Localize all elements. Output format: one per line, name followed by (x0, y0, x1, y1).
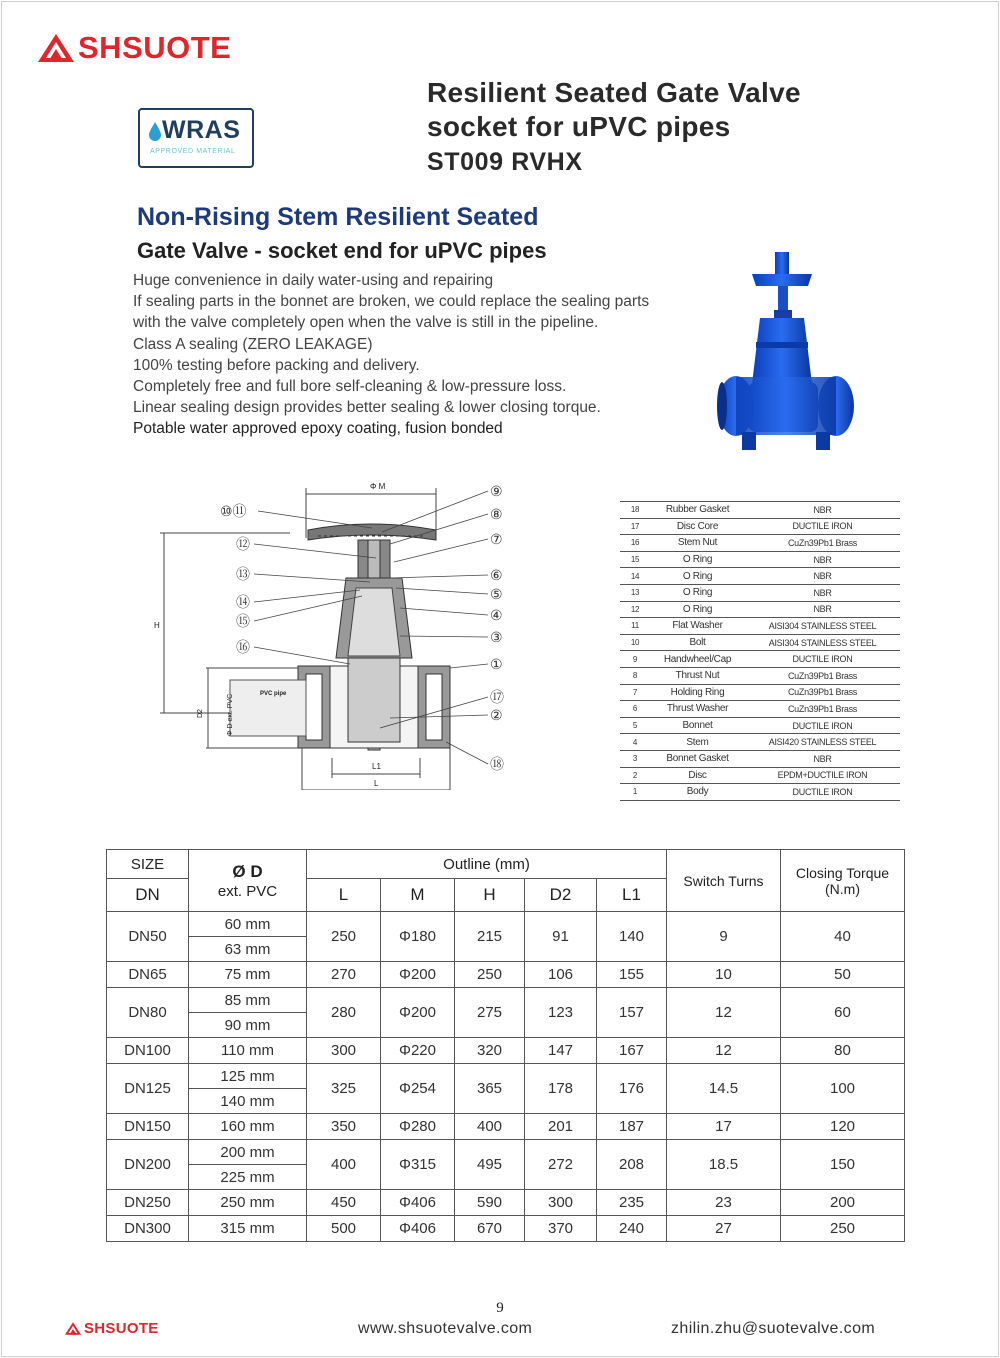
cell-l1: 176 (597, 1064, 667, 1114)
cell-h: 590 (455, 1190, 525, 1216)
header-switch-turns: Switch Turns (667, 850, 781, 912)
cell-dn: DN250 (107, 1190, 189, 1216)
parts-cell-material: EPDM+DUCTILE IRON (745, 767, 900, 784)
cell-turns: 12 (667, 1038, 781, 1064)
parts-row (620, 634, 900, 651)
cell-m: Φ220 (381, 1038, 455, 1064)
cell-torque: 250 (781, 1216, 905, 1242)
parts-cell-name: Handwheel/Cap (650, 651, 745, 668)
parts-cell-name: O Ring (650, 584, 745, 601)
wras-sub-label: APPROVED MATERIAL (150, 148, 236, 155)
parts-cell-name: Bonnet Gasket (650, 750, 745, 767)
header-l1: L1 (597, 879, 667, 912)
cell-dn: DN150 (107, 1114, 189, 1140)
cell-l: 450 (307, 1190, 381, 1216)
model-number: ST009 RVHX (427, 148, 583, 176)
cell-od: 140 mm (189, 1089, 307, 1114)
cell-turns: 23 (667, 1190, 781, 1216)
cell-turns: 12 (667, 988, 781, 1038)
callout: ⑱ (490, 756, 504, 772)
header-od-symbol: Ø D (232, 861, 263, 881)
callout: ⑬ (236, 566, 250, 582)
parts-cell-name: O Ring (650, 551, 745, 568)
parts-row (620, 568, 900, 585)
parts-cell-material: CuZn39Pb1 Brass (745, 667, 900, 684)
cell-l1: 140 (597, 912, 667, 962)
parts-cell-material: AISI420 STAINLESS STEEL (745, 734, 900, 751)
cell-l1: 157 (597, 988, 667, 1038)
cell-turns: 18.5 (667, 1140, 781, 1190)
cell-h: 250 (455, 962, 525, 988)
parts-row (620, 767, 900, 784)
cell-h: 400 (455, 1114, 525, 1140)
section-subheading: Gate Valve - socket end for uPVC pipes (137, 238, 547, 263)
parts-row (620, 551, 900, 568)
page-title-line2: socket for uPVC pipes (427, 111, 731, 142)
parts-cell-material: NBR (745, 551, 900, 568)
cell-torque: 120 (781, 1114, 905, 1140)
callout: ⑩⑪ (220, 503, 247, 519)
dim-d2: D2 (197, 709, 204, 718)
page-number: 9 (496, 1300, 504, 1316)
cell-torque: 150 (781, 1140, 905, 1190)
feature-item: Completely free and full bore self-cleaning & low-pressure loss. (133, 378, 567, 396)
parts-cell-name: Stem Nut (650, 535, 745, 552)
feature-item: Huge convenience in daily water-using and repairing (133, 272, 494, 289)
cell-d2: 91 (525, 912, 597, 962)
wras-label: WRAS (162, 116, 241, 144)
callout: ⑥ (490, 567, 503, 583)
cell-d2: 123 (525, 988, 597, 1038)
table-row (107, 1064, 905, 1089)
brand-mark-icon (36, 32, 76, 64)
cell-l: 250 (307, 912, 381, 962)
cell-torque: 50 (781, 962, 905, 988)
water-drop-icon (148, 121, 162, 141)
cell-torque: 80 (781, 1038, 905, 1064)
cell-d2: 147 (525, 1038, 597, 1064)
feature-item: Class A sealing (ZERO LEAKAGE) (133, 335, 373, 353)
header-d2: D2 (525, 879, 597, 912)
parts-cell-no: 14 (620, 568, 650, 585)
parts-cell-material: CuZn39Pb1 Brass (745, 701, 900, 718)
cell-l: 350 (307, 1114, 381, 1140)
parts-cell-name: Rubber Gasket (650, 502, 745, 519)
callout: ⑧ (490, 506, 503, 522)
feature-item: 100% testing before packing and delivery. (133, 356, 420, 374)
cell-dn: DN125 (107, 1064, 189, 1114)
cell-m: Φ315 (381, 1140, 455, 1190)
feature-item: Potable water approved epoxy coating, fusion bonded (133, 420, 503, 438)
table-row (107, 1140, 905, 1165)
parts-cell-no: 11 (620, 618, 650, 635)
callout: ① (490, 656, 503, 672)
parts-row (620, 784, 900, 801)
parts-cell-material: AISI304 STAINLESS STEEL (745, 618, 900, 635)
cell-dn: DN100 (107, 1038, 189, 1064)
wras-badge (138, 108, 254, 168)
cell-torque: 100 (781, 1064, 905, 1114)
cell-d2: 106 (525, 962, 597, 988)
table-row (107, 1038, 905, 1064)
cell-od: 250 mm (189, 1190, 307, 1216)
header-od (189, 850, 307, 912)
cell-l: 325 (307, 1064, 381, 1114)
parts-cell-material: DUCTILE IRON (745, 651, 900, 668)
callout: ⑯ (236, 639, 250, 655)
parts-row (620, 684, 900, 701)
brand-logo (36, 30, 231, 66)
cell-m: Φ200 (381, 988, 455, 1038)
callout: ⑫ (236, 536, 250, 552)
parts-row (620, 601, 900, 618)
parts-cell-no: 18 (620, 502, 650, 519)
table-row (107, 962, 905, 988)
cell-m: Φ406 (381, 1216, 455, 1242)
header-ext-pvc: ext. PVC (217, 882, 278, 900)
callout: ⑤ (490, 586, 503, 602)
cell-h: 320 (455, 1038, 525, 1064)
cell-h: 215 (455, 912, 525, 962)
cell-od: 225 mm (189, 1165, 307, 1190)
parts-cell-name: Stem (650, 734, 745, 751)
parts-cell-no: 5 (620, 717, 650, 734)
parts-cell-no: 8 (620, 667, 650, 684)
header-m: M (381, 879, 455, 912)
parts-cell-no: 1 (620, 784, 650, 801)
cell-turns: 14.5 (667, 1064, 781, 1114)
cell-m: Φ406 (381, 1190, 455, 1216)
dim-h: H (154, 621, 160, 630)
page-title: Resilient Seated Gate Valve (427, 77, 801, 108)
header-l: L (307, 879, 381, 912)
cell-l1: 235 (597, 1190, 667, 1216)
cell-h: 670 (455, 1216, 525, 1242)
feature-list (133, 270, 649, 440)
parts-cell-material: CuZn39Pb1 Brass (745, 684, 900, 701)
cell-od: 160 mm (189, 1114, 307, 1140)
cell-h: 495 (455, 1140, 525, 1190)
cell-d2: 370 (525, 1216, 597, 1242)
parts-cell-no: 2 (620, 767, 650, 784)
header-dn: DN (107, 879, 189, 912)
cell-od: 315 mm (189, 1216, 307, 1242)
parts-cell-material: NBR (745, 750, 900, 767)
callout: ③ (490, 629, 503, 645)
parts-row (620, 618, 900, 635)
cell-l1: 208 (597, 1140, 667, 1190)
cell-m: Φ200 (381, 962, 455, 988)
parts-row (620, 535, 900, 552)
parts-cell-material: DUCTILE IRON (745, 717, 900, 734)
parts-cell-name: Flat Washer (650, 618, 745, 635)
feature-item: If sealing parts in the bonnet are broken, we could replace the sealing parts (133, 293, 650, 311)
cell-l1: 187 (597, 1114, 667, 1140)
cell-h: 365 (455, 1064, 525, 1114)
table-row (107, 1216, 905, 1242)
callout: ④ (490, 607, 503, 623)
feature-item: with the valve completely open when the valve is still in the pipeline. (133, 314, 599, 332)
cell-od: 63 mm (189, 937, 307, 962)
brand-name: SHSUOTE (78, 30, 232, 65)
cell-dn: DN80 (107, 988, 189, 1038)
cell-torque: 40 (781, 912, 905, 962)
parts-row (620, 750, 900, 767)
callout: ⑦ (490, 531, 503, 547)
parts-row (620, 667, 900, 684)
header-closing-torque: Closing Torque (N.m) (781, 850, 905, 912)
parts-cell-no: 15 (620, 551, 650, 568)
dim-phi-m: Φ M (370, 482, 386, 491)
section-heading: Non-Rising Stem Resilient Seated (137, 203, 539, 231)
parts-cell-name: Thrust Washer (650, 701, 745, 718)
parts-cell-name: Bolt (650, 634, 745, 651)
dim-l: L (374, 779, 379, 788)
footer-website-link[interactable]: www.shsuotevalve.com (358, 1320, 533, 1337)
cell-od: 90 mm (189, 1013, 307, 1038)
dim-l1: L1 (372, 762, 381, 771)
cell-l: 400 (307, 1140, 381, 1190)
cell-l1: 167 (597, 1038, 667, 1064)
parts-cell-no: 12 (620, 601, 650, 618)
cell-dn: DN65 (107, 962, 189, 988)
table-row (107, 912, 905, 937)
cell-d2: 201 (525, 1114, 597, 1140)
cell-l: 300 (307, 1038, 381, 1064)
parts-row (620, 734, 900, 751)
parts-cell-name: Bonnet (650, 717, 745, 734)
cell-l: 280 (307, 988, 381, 1038)
footer-email-link[interactable]: zhilin.zhu@suotevalve.com (671, 1320, 876, 1337)
dim-ext-pvc: Φ D ext. PVC (227, 693, 234, 736)
feature-item: Linear sealing design provides better sealing & lower closing torque. (133, 399, 601, 417)
table-row (107, 1190, 905, 1216)
parts-cell-material: NBR (745, 502, 900, 519)
parts-cell-no: 4 (620, 734, 650, 751)
cell-d2: 300 (525, 1190, 597, 1216)
table-row (107, 1114, 905, 1140)
cell-od: 200 mm (189, 1140, 307, 1165)
pvc-pipe-label: PVC pipe (260, 691, 287, 697)
dimensions-table (106, 849, 905, 1242)
cell-m: Φ180 (381, 912, 455, 962)
parts-cell-no: 9 (620, 651, 650, 668)
valve-product-image (712, 244, 862, 459)
parts-cell-no: 16 (620, 535, 650, 552)
callout: ⑨ (490, 483, 503, 499)
cell-dn: DN300 (107, 1216, 189, 1242)
cell-l: 500 (307, 1216, 381, 1242)
cell-od: 60 mm (189, 912, 307, 937)
valve-section-drawing (150, 478, 520, 790)
cell-od: 110 mm (189, 1038, 307, 1064)
cell-d2: 272 (525, 1140, 597, 1190)
parts-cell-material: NBR (745, 568, 900, 585)
cell-turns: 27 (667, 1216, 781, 1242)
cell-m: Φ280 (381, 1114, 455, 1140)
parts-cell-no: 17 (620, 518, 650, 535)
cell-od: 125 mm (189, 1064, 307, 1089)
parts-cell-name: O Ring (650, 568, 745, 585)
cell-l1: 155 (597, 962, 667, 988)
parts-list-table (620, 501, 900, 801)
header-h: H (455, 879, 525, 912)
header-size: SIZE (107, 850, 189, 879)
parts-row (620, 701, 900, 718)
cell-h: 275 (455, 988, 525, 1038)
cell-m: Φ254 (381, 1064, 455, 1114)
cell-torque: 200 (781, 1190, 905, 1216)
header-outline: Outline (mm) (307, 850, 667, 879)
parts-row (620, 717, 900, 734)
parts-row (620, 502, 900, 519)
cell-d2: 178 (525, 1064, 597, 1114)
cell-l: 270 (307, 962, 381, 988)
cell-od: 75 mm (189, 962, 307, 988)
parts-cell-name: Holding Ring (650, 684, 745, 701)
cell-dn: DN50 (107, 912, 189, 962)
parts-cell-name: O Ring (650, 601, 745, 618)
parts-cell-no: 10 (620, 634, 650, 651)
callout: ⑭ (236, 594, 250, 610)
callout: ⑮ (236, 613, 250, 629)
parts-cell-material: NBR (745, 584, 900, 601)
parts-cell-name: Disc (650, 767, 745, 784)
callout: ② (490, 707, 503, 723)
footer-logo (64, 1320, 159, 1337)
cell-turns: 17 (667, 1114, 781, 1140)
cell-l1: 240 (597, 1216, 667, 1242)
parts-cell-name: Thrust Nut (650, 667, 745, 684)
cell-dn: DN200 (107, 1140, 189, 1190)
cell-turns: 10 (667, 962, 781, 988)
parts-cell-material: CuZn39Pb1 Brass (745, 535, 900, 552)
parts-cell-material: DUCTILE IRON (745, 784, 900, 801)
parts-row (620, 518, 900, 535)
parts-cell-name: Body (650, 784, 745, 801)
parts-cell-material: AISI304 STAINLESS STEEL (745, 634, 900, 651)
parts-cell-name: Disc Core (650, 518, 745, 535)
brand-mark-icon (64, 1321, 82, 1336)
parts-row (620, 651, 900, 668)
parts-row (620, 584, 900, 601)
callout: ⑰ (490, 689, 504, 705)
cell-turns: 9 (667, 912, 781, 962)
parts-cell-material: NBR (745, 601, 900, 618)
parts-cell-no: 6 (620, 701, 650, 718)
parts-cell-material: DUCTILE IRON (745, 518, 900, 535)
footer-brand-name: SHSUOTE (84, 1320, 159, 1337)
cell-od: 85 mm (189, 988, 307, 1013)
cell-torque: 60 (781, 988, 905, 1038)
table-row (107, 988, 905, 1013)
parts-cell-no: 7 (620, 684, 650, 701)
parts-cell-no: 13 (620, 584, 650, 601)
parts-cell-no: 3 (620, 750, 650, 767)
